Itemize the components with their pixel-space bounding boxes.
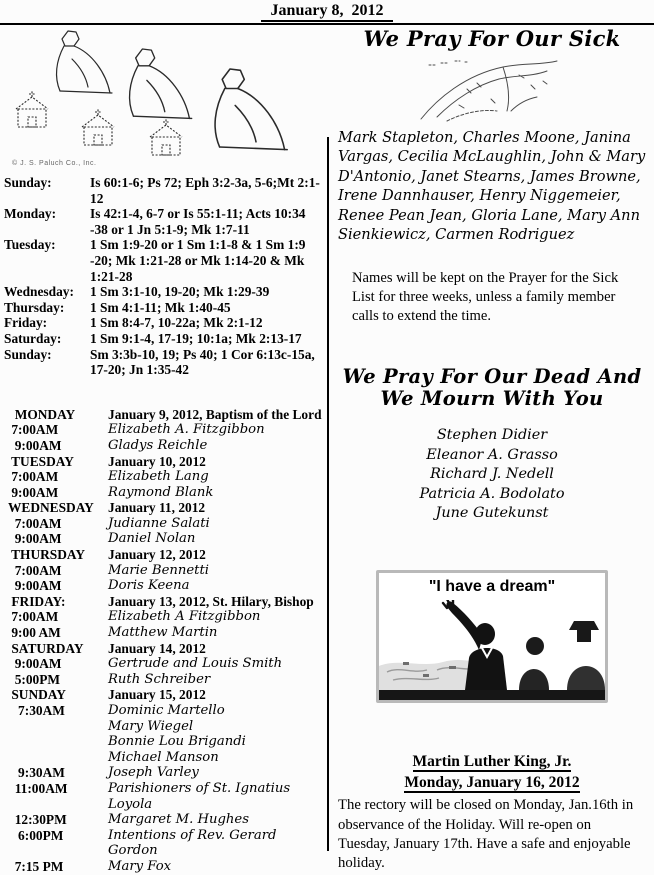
schedule-time-or-day: 9:00AM [8, 437, 62, 453]
reading-day-label: Sunday: [4, 175, 52, 190]
schedule-date-or-name: Matthew Martin [108, 625, 218, 641]
pray-for-dead-title-line2: We Mourn With You [380, 386, 604, 410]
reading-citation: 1 Sm 8:4-7, 10-22a; Mk 2:1-12 [90, 315, 263, 331]
schedule-date-or-name: January 15, 2012 [108, 687, 206, 703]
schedule-time-or-day: 7:00AM [8, 515, 62, 531]
schedule-time-or-day: 7:00AM [8, 469, 59, 485]
schedule-date-or-name: Joseph Varley [108, 765, 199, 781]
schedule-row [2, 719, 326, 735]
schedule-time-or-day: 12:30PM [8, 812, 67, 828]
schedule-time-or-day: 11:00AM [8, 780, 68, 796]
reading-row [2, 206, 326, 237]
reading-day-label: Saturday: [4, 330, 62, 346]
schedule-time-or-day [2, 734, 108, 750]
schedule-row [2, 485, 326, 501]
schedule-row [2, 578, 326, 594]
schedule-time-or-day: 7:15 PM [8, 858, 64, 874]
reading-day-label: Wednesday: [4, 284, 74, 300]
right-column [338, 27, 646, 874]
column-divider [327, 137, 329, 851]
reading-citation: Is 60:1-6; Ps 72; Eph 3:2-3a, 5-6;Mt 2:1-12 [90, 175, 320, 206]
schedule-row [2, 828, 326, 859]
schedule-row [2, 734, 326, 750]
weekly-readings-list [2, 175, 326, 378]
bulletin-date: January 8, 2012 [261, 1, 394, 22]
schedule-row [2, 859, 326, 875]
header-rule [0, 23, 654, 25]
schedule-time-or-day: WEDNESDAY [8, 500, 94, 516]
schedule-row [2, 469, 326, 485]
schedule-date-or-name: Dominic Martello [108, 703, 225, 718]
reading-day-label: Sunday: [4, 346, 52, 362]
schedule-row [2, 641, 326, 657]
schedule-time-or-day: 9:30AM [8, 765, 65, 781]
schedule-time-or-day: 6:00PM [8, 827, 64, 843]
schedule-date-or-name: Intentions of Rev. Gerard Gordon [108, 827, 277, 859]
schedule-date-or-name: Mary Wiegel [108, 718, 194, 734]
schedule-time-or-day: SATURDAY [8, 640, 84, 656]
mass-schedule-list [2, 407, 326, 875]
deceased-name: Patricia A. Bodolato [419, 485, 565, 502]
schedule-row [2, 500, 326, 516]
schedule-row [2, 422, 326, 438]
schedule-row [2, 750, 326, 766]
schedule-date-or-name: Elizabeth A Fitzgibbon [108, 609, 261, 625]
schedule-row [2, 407, 326, 423]
schedule-row [2, 563, 326, 579]
schedule-row [2, 687, 326, 703]
mlk-photo-caption: "I have a dream" [428, 578, 556, 596]
reading-row [2, 175, 326, 206]
schedule-date-or-name: Michael Manson [108, 749, 219, 765]
schedule-time-or-day: 7:00AM [8, 609, 59, 625]
schedule-time-or-day: 7:00AM [8, 422, 59, 438]
schedule-row [2, 594, 326, 610]
pray-for-dead-title-line1: We Pray For Our Dead And [342, 365, 642, 389]
schedule-time-or-day: 9:00AM [8, 656, 62, 672]
prayer-sketch-image [407, 55, 577, 127]
schedule-time-or-day: 9:00 AM [8, 625, 61, 641]
schedule-row [2, 672, 326, 688]
schedule-time-or-day: THURSDAY [8, 547, 86, 563]
schedule-row [2, 547, 326, 563]
reading-day-label: Monday: [4, 206, 57, 222]
reading-citation: 1 Sm 4:1-11; Mk 1:40-45 [90, 299, 231, 315]
schedule-date-or-name: January 9, 2012, Baptism of the Lord [108, 406, 322, 422]
schedule-date-or-name: Gertrude and Louis Smith [108, 656, 283, 672]
schedule-row [2, 516, 326, 532]
schedule-date-or-name: Ruth Schreiber [108, 671, 211, 687]
clipart-credit: © J. S. Paluch Co., Inc. [12, 160, 97, 167]
reading-row [2, 347, 326, 378]
schedule-row [2, 609, 326, 625]
rectory-closure-notice: The rectory will be closed on Monday, Jan.16th in observance of the Holiday. Will re-open on Tuesday, January 17th. Have a safe and enjoyable holiday. [338, 797, 634, 872]
reading-row [2, 284, 326, 300]
schedule-time-or-day: 9:00AM [8, 484, 59, 500]
mlk-heading-line2: Monday, January 16, 2012 [404, 774, 580, 792]
sick-list-note: Names will be kept on the Prayer for the Sick List for three weeks, unless a family member calls to extend the time. [352, 270, 619, 325]
schedule-date-or-name: Mary Fox [108, 858, 172, 874]
praying-figures-clipart [8, 29, 320, 159]
reading-citation: 1 Sm 9:1-4, 17-19; 10:1a; Mk 2:13-17 [90, 330, 302, 346]
sick-names-text: Mark Stapleton, Charles Moone, Janina Vargas, Cecilia McLaughlin, John & Mary D'Antonio, Janet Stearns, James Browne, Irene Dannhauser, Henry Niggemeier, Renee Pean Jean, Gloria Lane, Mary Ann Sienkiewicz, Carmen Rodriguez [338, 129, 646, 244]
schedule-date-or-name: Judianne Salati [108, 515, 210, 531]
schedule-date-or-name: January 12, 2012 [108, 547, 206, 563]
reading-citation: Is 42:1-4, 6-7 or Is 55:1-11; Acts 10:34 -38 or 1 Jn 5:1-9; Mk 1:7-11 [90, 206, 306, 237]
schedule-date-or-name: Gladys Reichle [108, 437, 208, 453]
deceased-name: Eleanor A. Grasso [426, 446, 558, 463]
schedule-row [2, 625, 326, 641]
schedule-row [2, 438, 326, 454]
schedule-time-or-day: 9:00AM [8, 531, 62, 547]
reading-day-label: Tuesday: [4, 237, 56, 253]
page-header [0, 1, 654, 22]
mlk-photo-art [379, 600, 605, 700]
reading-citation: 1 Sm 3:1-10, 19-20; Mk 1:29-39 [90, 284, 270, 300]
reading-day-label: Thursday: [4, 299, 65, 315]
schedule-time-or-day: FRIDAY: [8, 593, 66, 609]
reading-row [2, 315, 326, 331]
schedule-row [2, 454, 326, 470]
schedule-date-or-name: Parishioners of St. Ignatius Loyola [108, 780, 291, 812]
schedule-date-or-name: Margaret M. Hughes [108, 812, 249, 828]
schedule-row [2, 812, 326, 828]
schedule-date-or-name: Elizabeth A. Fitzgibbon [108, 422, 265, 438]
deceased-name: Stephen Didier [436, 427, 548, 444]
schedule-time-or-day [2, 750, 108, 766]
schedule-date-or-name: Elizabeth Lang [108, 469, 209, 485]
schedule-date-or-name: January 14, 2012 [108, 640, 206, 656]
schedule-date-or-name: Raymond Blank [108, 484, 214, 500]
schedule-time-or-day [2, 719, 108, 735]
reading-row [2, 331, 326, 347]
mlk-holiday-heading [338, 751, 646, 793]
schedule-date-or-name: January 13, 2012, St. Hilary, Bishop [108, 593, 314, 609]
schedule-time-or-day: 7:00AM [8, 562, 62, 578]
schedule-row [2, 781, 326, 812]
deceased-name: June Gutekunst [435, 505, 549, 522]
left-column [2, 27, 326, 875]
deceased-names-list [338, 426, 646, 523]
schedule-row [2, 656, 326, 672]
schedule-time-or-day: 9:00AM [8, 578, 62, 594]
schedule-date-or-name: January 10, 2012 [108, 453, 206, 469]
schedule-date-or-name: Marie Bennetti [108, 562, 209, 578]
schedule-time-or-day: 5:00PM [8, 671, 61, 687]
schedule-time-or-day: MONDAY [8, 406, 76, 422]
reading-citation: 1 Sm 1:9-20 or 1 Sm 1:1-8 & 1 Sm 1:9 -20; Mk 1:21-28 or Mk 1:14-20 & Mk 1:21-28 [90, 237, 306, 284]
schedule-date-or-name: January 11, 2012 [108, 500, 206, 516]
pray-for-sick-title: We Pray For Our Sick [363, 26, 621, 51]
schedule-date-or-name: Doris Keena [108, 578, 190, 594]
reading-citation: Sm 3:3b-10, 19; Ps 40; 1 Cor 6:13c-15a, 17-20; Jn 1:35-42 [90, 346, 315, 378]
schedule-date-or-name: Daniel Nolan [108, 531, 196, 547]
schedule-time-or-day: SUNDAY [8, 687, 66, 703]
reading-row [2, 300, 326, 316]
schedule-row [2, 703, 326, 719]
reading-row [2, 237, 326, 284]
mlk-photo [376, 570, 608, 703]
deceased-name: Richard J. Nedell [430, 466, 554, 483]
pray-for-dead-title [338, 366, 646, 409]
reading-day-label: Friday: [4, 315, 48, 331]
schedule-time-or-day: TUESDAY [8, 453, 74, 469]
mlk-heading-line1: Martin Luther King, Jr. [412, 753, 572, 771]
schedule-row [2, 765, 326, 781]
schedule-date-or-name: Bonnie Lou Brigandi [108, 734, 246, 750]
schedule-row [2, 531, 326, 547]
schedule-time-or-day: 7:30AM [8, 703, 65, 718]
